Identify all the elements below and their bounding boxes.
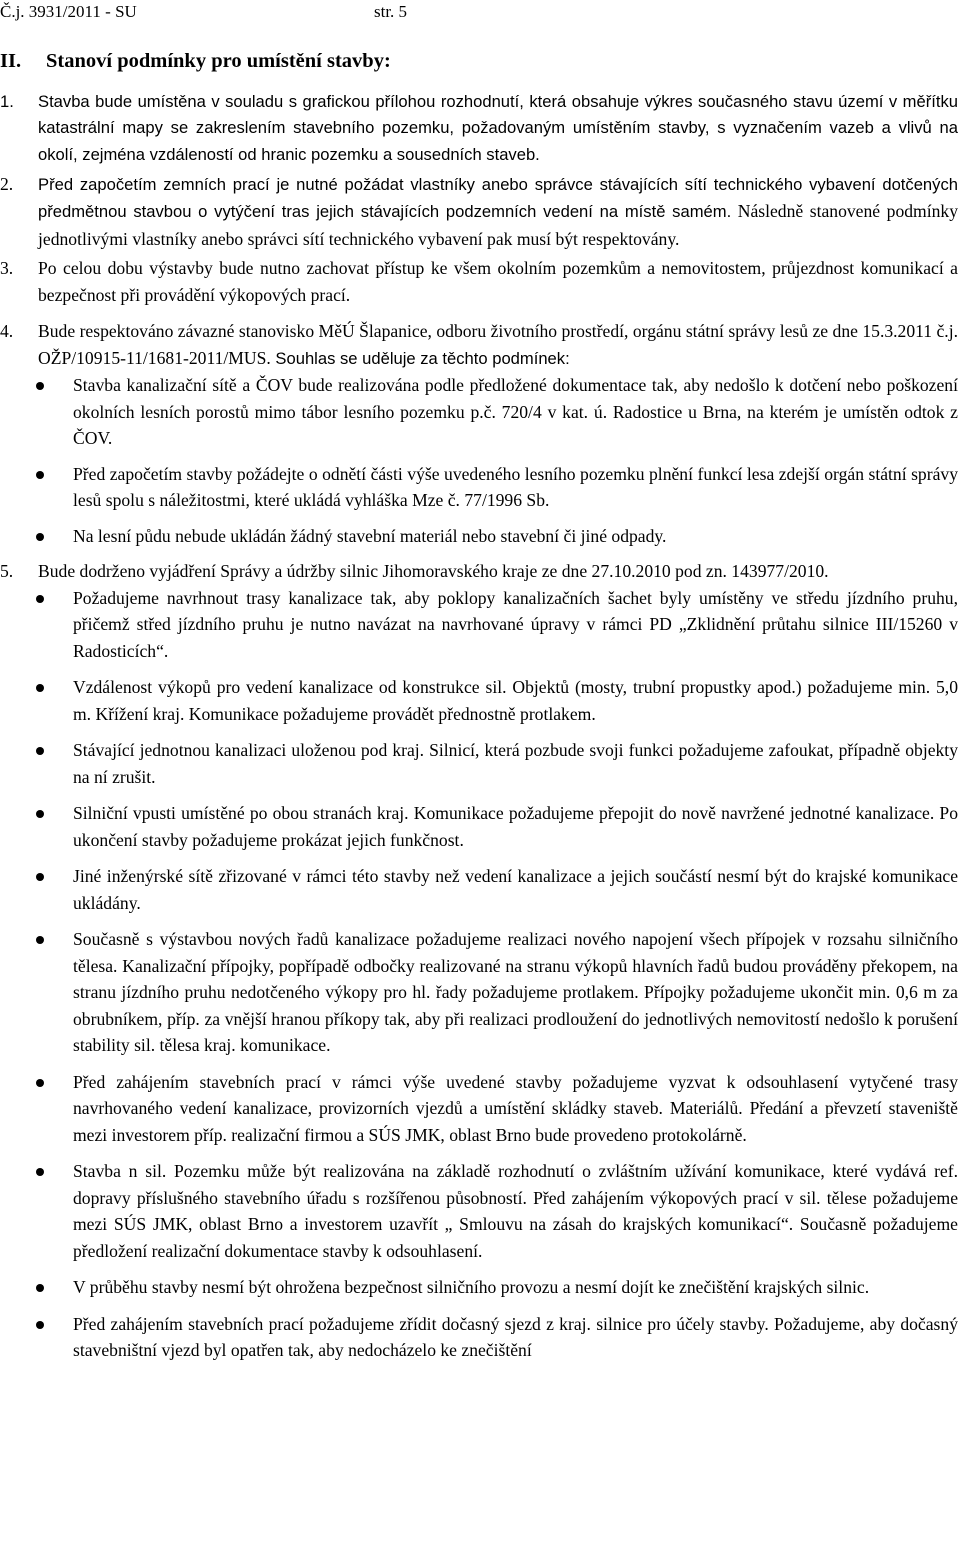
item-text-continued: Následně stanovené podmínky jednotlivými vlastníky anebo správci sítí technického vybavení pak musí být respektovány. xyxy=(38,201,958,249)
list-item-text: Stavba n sil. Pozemku může být realizována na základě rozhodnutí o zvláštním užívání komunikace, které vydává ref. dopravy příslušného stavebního úřadu s rozšířenou působností. Před zahájením výkopových prací v sil. tělese požadujeme mezi SÚS JMK, oblast Brno a investorem uzavřít „ Smlouvu na zásah do krajských komunikací“. Současně požadujeme předložení realizační dokumentace stavby k odsouhlasení. xyxy=(73,1161,958,1261)
item-number: 3. xyxy=(0,258,14,279)
list-item xyxy=(0,1069,958,1149)
list-item-text: Jiné inženýrské sítě zřizované v rámci této stavby než vedení kanalizace a jejich součástí nesmí být do krajské komunikace ukládány. xyxy=(73,866,958,913)
condition-item-4 xyxy=(0,318,958,372)
condition-item-5 xyxy=(0,558,958,585)
list-item xyxy=(0,737,958,790)
list-item-text: Před zahájením stavebních prací požadujeme zřídit dočasný sjezd z kraj. silnice pro účely stavby. Požadujeme, aby dočasný stavebništní vjezd byl opatřen tak, aby nedocházelo ke znečištění xyxy=(73,1313,958,1361)
item-4-conditions-list xyxy=(0,372,958,549)
list-item-text: Na lesní půdu nebude ukládán žádný stavební materiál nebo stavební či jiné odpady. xyxy=(73,525,667,546)
item-text-continued: Souhlas se uděluje za těchto podmínek: xyxy=(270,348,570,368)
bullet-icon xyxy=(36,595,44,603)
bullet-icon xyxy=(36,810,44,818)
list-item xyxy=(0,926,958,1059)
list-item xyxy=(0,800,958,853)
list-item xyxy=(0,372,958,452)
document-body xyxy=(0,89,958,1374)
bullet-icon xyxy=(36,747,44,755)
list-item xyxy=(0,1274,958,1301)
item-number: 1. xyxy=(0,92,14,111)
list-item xyxy=(0,1158,958,1264)
bullet-icon xyxy=(36,1168,44,1176)
bullet-icon xyxy=(36,936,44,944)
list-item xyxy=(0,1311,958,1364)
item-text: Před započetím zemních prací je nutné požádat vlastníky anebo správce stávajících sítí technického vybavení dotčených předmětnou stavbou o vytýčení tras jejich stávajících podzemních vedení na místě samém. xyxy=(38,174,958,222)
page-number: str. 5 xyxy=(374,2,408,21)
item-number: 2. xyxy=(0,173,14,194)
condition-item-3 xyxy=(0,255,958,308)
condition-item-1 xyxy=(0,89,958,168)
list-item xyxy=(0,585,958,665)
list-item-text: Současně s výstavbou nových řadů kanalizace požadujeme realizaci nového napojení všech přípojek v rozsahu silničního tělesa. Kanalizační přípojky, popřípadě odbočky realizované na stranu výkopů hlavních řadů budou prováděny překopem, na stranu jízdního pruhu nedotčeného výkopy pro hl. řady požadujeme protlakem. Přípojky požadujeme ukončit min. 0,6 m za obrubníkem, příp. za vnější hranou příkopy tak, aby při realizaci prodloužení do jednotlivých nemovitostí nedošlo k porušení stability sil. tělesa kraj. komunikace. xyxy=(73,929,958,1056)
bullet-icon xyxy=(36,1284,44,1292)
item-number: 5. xyxy=(0,561,14,582)
bullet-icon xyxy=(36,873,44,881)
section-number: II. xyxy=(0,50,22,72)
list-item xyxy=(0,863,958,916)
section-heading xyxy=(0,50,391,73)
list-item xyxy=(0,461,958,514)
item-text: Bude respektováno závazné stanovisko MěÚ Šlapanice, odboru životního prostředí, orgánu státní správy lesů ze dne 15.3.2011 č.j. OŽP/10915-11/1681-2011/MUS. xyxy=(38,321,958,368)
bullet-icon xyxy=(36,382,44,390)
bullet-icon xyxy=(36,1079,44,1087)
list-item-text: Požadujeme navrhnout trasy kanalizace tak, aby poklopy kanalizačních šachet byly umístěny ve středu jízdního pruhu, přičemž střed jízdního pruhu je nutno navázat na navrhované úpravy v rámci PD „Zklidnění průtahu silnice III/15260 v Radosticích“. xyxy=(73,587,958,661)
list-item-text: Vzdálenost výkopů pro vedení kanalizace od konstrukce sil. Objektů (mosty, trubní propustky apod.) požadujeme min. 5,0 m. Křížení kraj. Komunikace požadujeme provádět přednostně protlakem. xyxy=(73,677,958,724)
item-text: Po celou dobu výstavby bude nutno zachovat přístup ke všem okolním pozemkům a nemovitostem, průjezdnost komunikací a bezpečnost při provádění výkopových prací. xyxy=(38,258,958,305)
item-text: Stavba bude umístěna v souladu s grafickou přílohou rozhodnutí, která obsahuje výkres současného stavu území v měřítku katastrální mapy se zakreslením stavebního pozemku, požadovaným umístěním stavby, s vyznačením vazeb a vlivů na okolí, zejména vzdáleností od hranic pozemku a sousedních staveb. xyxy=(38,92,958,164)
list-item-text: Silniční vpusti umístěné po obou stranách kraj. Komunikace požadujeme přepojit do nově navržené jednotné kanalizace. Po ukončení stavby požadujeme prokázat jejich funkčnost. xyxy=(73,803,958,850)
bullet-icon xyxy=(36,684,44,692)
bullet-icon xyxy=(36,471,44,479)
list-item-text: Před zahájením stavebních prací v rámci výše uvedené stavby požadujeme vyzvat k odsouhlasení vytyčené trasy navrhovaného vedení kanalizace, provizorních vjezdů a umístění skládky staveb. Materiálů. Předání a převzetí staveniště mezi investorem příp. realizační firmou a SÚS JMK, oblast Brno bude provedeno protokolárně. xyxy=(73,1071,958,1145)
condition-item-2 xyxy=(0,171,958,253)
list-item-text: Stavba kanalizační sítě a ČOV bude realizována podle předložené dokumentace tak, aby nedošlo k dotčení nebo poškození okolních lesních porostů mimo tábor lesního pozemku p.č. 720/4 v kat. ú. Radostice u Brna, na kterém je umístěn odtok z ČOV. xyxy=(73,375,958,449)
item-5-conditions-list xyxy=(0,585,958,1364)
list-item-text: Před započetím stavby požádejte o odnětí části výše uvedeného lesního pozemku plnění funkcí lesa zdejší orgán státní správy lesů spolu s náležitostmi, které ukládá vyhláška Mze č. 77/1996 Sb. xyxy=(73,463,958,511)
item-number: 4. xyxy=(0,321,14,342)
list-item-text: Stávající jednotnou kanalizaci uloženou pod kraj. Silnicí, která pozbude svoji funkci požadujeme zafoukat, případně objekty na ní zrušit. xyxy=(73,740,958,787)
list-item xyxy=(0,523,958,550)
list-item xyxy=(0,674,958,727)
section-title: Stanoví podmínky pro umístění stavby: xyxy=(46,50,391,72)
list-item-text: V průběhu stavby nesmí být ohrožena bezpečnost silničního provozu a nesmí dojít ke znečištění krajských silnic. xyxy=(73,1277,870,1298)
bullet-icon xyxy=(36,533,44,541)
item-text: Bude dodrženo vyjádření Správy a údržby silnic Jihomoravského kraje ze dne 27.10.2010 pod zn. 143977/2010. xyxy=(38,561,829,582)
bullet-icon xyxy=(36,1321,44,1329)
document-reference: Č.j. 3931/2011 - SU xyxy=(0,2,137,21)
